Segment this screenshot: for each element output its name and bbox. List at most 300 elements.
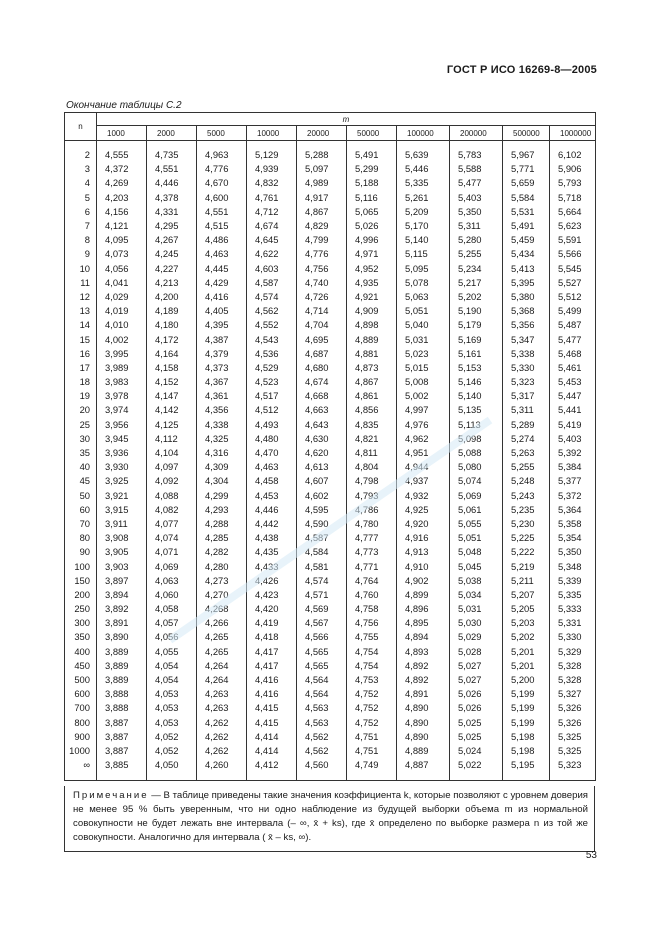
coefficient-cell: 4,426 [247, 574, 297, 588]
coefficient-cell: 5,718 [550, 191, 596, 205]
table-row [65, 659, 596, 673]
coefficient-cell: 4,894 [397, 630, 450, 644]
coefficient-cell: 5,584 [503, 191, 550, 205]
coefficient-cell: 4,622 [247, 247, 297, 261]
m-value-header: 50000 [347, 126, 397, 141]
n-value-cell: 6 [65, 205, 97, 219]
coefficient-cell: 4,227 [147, 262, 197, 276]
coefficient-cell: 4,752 [347, 701, 397, 715]
coefficient-cell: 5,140 [450, 389, 503, 403]
coefficient-cell: 3,888 [97, 701, 147, 715]
coefficient-cell: 4,899 [397, 588, 450, 602]
coefficient-cell: 5,022 [450, 758, 503, 781]
table-row [65, 545, 596, 559]
coefficient-cell: 5,639 [397, 141, 450, 163]
coefficient-cell: 4,764 [347, 574, 397, 588]
coefficient-cell: 4,989 [297, 176, 347, 190]
coefficient-cell: 4,058 [147, 602, 197, 616]
coefficient-cell: 3,887 [97, 744, 147, 758]
coefficient-cell: 5,038 [450, 574, 503, 588]
coefficient-cell: 5,026 [450, 701, 503, 715]
table-row [65, 418, 596, 432]
n-value-cell: 90 [65, 545, 97, 559]
coefficient-cell: 4,442 [247, 517, 297, 531]
coefficient-cell: 4,564 [297, 673, 347, 687]
coefficient-cell: 5,002 [397, 389, 450, 403]
coefficient-cell: 5,051 [397, 304, 450, 318]
coefficient-cell: 5,499 [550, 304, 596, 318]
coefficient-cell: 4,670 [197, 176, 247, 190]
coefficient-cell: 5,195 [503, 758, 550, 781]
coefficient-cell: 4,951 [397, 446, 450, 460]
coefficient-cell: 3,915 [97, 503, 147, 517]
coefficient-cell: 4,799 [297, 233, 347, 247]
coefficient-cell: 5,095 [397, 262, 450, 276]
coefficient-cell: 5,255 [450, 247, 503, 261]
coefficient-cell: 4,962 [397, 432, 450, 446]
coefficient-cell: 4,156 [97, 205, 147, 219]
coefficient-cell: 4,566 [297, 630, 347, 644]
n-value-cell: 70 [65, 517, 97, 531]
coefficient-cell: 4,158 [147, 361, 197, 375]
coefficient-cell: 4,976 [397, 418, 450, 432]
coefficient-cell: 4,053 [147, 716, 197, 730]
coefficient-cell: 4,420 [247, 602, 297, 616]
coefficient-cell: 4,752 [347, 687, 397, 701]
coefficient-cell: 5,219 [503, 559, 550, 573]
m-value-header: 20000 [297, 126, 347, 141]
coefficient-cell: 5,261 [397, 191, 450, 205]
coefficient-cell: 4,435 [247, 545, 297, 559]
coefficient-cell: 4,910 [397, 559, 450, 573]
note-label: Примечание [73, 790, 149, 801]
coefficient-cell: 5,413 [503, 262, 550, 276]
table-row [65, 233, 596, 247]
coefficient-cell: 4,463 [197, 247, 247, 261]
coefficient-cell: 5,129 [247, 141, 297, 163]
coefficient-cell: 5,048 [450, 545, 503, 559]
n-value-cell: 450 [65, 659, 97, 673]
coefficient-cell: 4,889 [397, 744, 450, 758]
m-value-header: 200000 [450, 126, 503, 141]
coefficient-cell: 3,956 [97, 418, 147, 432]
coefficient-cell: 4,567 [297, 616, 347, 630]
coefficient-cell: 4,265 [197, 630, 247, 644]
coefficient-cell: 4,074 [147, 531, 197, 545]
coefficient-cell: 5,461 [550, 361, 596, 375]
coefficient-cell: 5,512 [550, 290, 596, 304]
coefficient-cell: 3,995 [97, 347, 147, 361]
coefficient-cell: 4,288 [197, 517, 247, 531]
coefficient-cell: 4,856 [347, 403, 397, 417]
coefficient-cell: 3,936 [97, 446, 147, 460]
coefficient-cell: 4,010 [97, 318, 147, 332]
coefficient-cell: 4,414 [247, 730, 297, 744]
coefficient-cell: 5,545 [550, 262, 596, 276]
coefficient-cell: 4,445 [197, 262, 247, 276]
coefficient-cell: 5,198 [503, 744, 550, 758]
coefficient-cell: 4,412 [247, 758, 297, 781]
coefficient-cell: 5,115 [397, 247, 450, 261]
coefficient-cell: 5,008 [397, 375, 450, 389]
table-row [65, 141, 596, 163]
coefficient-cell: 5,591 [550, 233, 596, 247]
coefficient-cell: 5,055 [450, 517, 503, 531]
n-value-cell: 400 [65, 645, 97, 659]
coefficient-cell: 4,913 [397, 545, 450, 559]
coefficient-cell: 4,704 [297, 318, 347, 332]
coefficient-cell: 5,222 [503, 545, 550, 559]
coefficient-cell: 3,890 [97, 630, 147, 644]
coefficient-cell: 3,974 [97, 403, 147, 417]
table-row [65, 616, 596, 630]
coefficient-cell: 4,751 [347, 730, 397, 744]
coefficient-cell: 5,358 [550, 517, 596, 531]
coefficient-cell: 4,263 [197, 687, 247, 701]
coefficient-cell: 5,348 [550, 559, 596, 573]
coefficient-cell: 4,082 [147, 503, 197, 517]
coefficient-cell: 4,755 [347, 630, 397, 644]
coefficient-cell: 4,996 [347, 233, 397, 247]
coefficient-cell: 4,002 [97, 332, 147, 346]
coefficient-cell: 5,347 [503, 332, 550, 346]
coefficient-cell: 4,280 [197, 559, 247, 573]
coefficient-cell: 4,203 [97, 191, 147, 205]
coefficient-cell: 5,199 [503, 716, 550, 730]
coefficient-cell: 5,028 [450, 645, 503, 659]
coefficient-cell: 5,026 [347, 219, 397, 233]
coefficient-cell: 4,898 [347, 318, 397, 332]
coefficient-cell: 5,153 [450, 361, 503, 375]
n-column-header: n [65, 113, 97, 141]
coefficient-cell: 3,897 [97, 574, 147, 588]
coefficient-cell: 4,562 [297, 730, 347, 744]
n-value-cell: 350 [65, 630, 97, 644]
coefficient-cell: 4,265 [197, 645, 247, 659]
coefficient-cell: 4,092 [147, 474, 197, 488]
n-value-cell: 14 [65, 318, 97, 332]
coefficient-cell: 5,200 [503, 673, 550, 687]
coefficient-cell: 4,565 [297, 645, 347, 659]
coefficient-cell: 4,890 [397, 701, 450, 715]
coefficient-cell: 5,029 [450, 630, 503, 644]
table-row [65, 744, 596, 758]
coefficient-cell: 4,916 [397, 531, 450, 545]
coefficient-table [64, 112, 596, 781]
coefficient-cell: 4,645 [247, 233, 297, 247]
coefficient-cell: 5,477 [450, 176, 503, 190]
coefficient-cell: 4,056 [147, 630, 197, 644]
coefficient-cell: 5,031 [450, 602, 503, 616]
coefficient-cell: 4,415 [247, 701, 297, 715]
coefficient-cell: 5,326 [550, 716, 596, 730]
table-row [65, 290, 596, 304]
coefficient-cell: 4,052 [147, 730, 197, 744]
n-value-cell: 19 [65, 389, 97, 403]
coefficient-cell: 3,930 [97, 460, 147, 474]
coefficient-cell: 4,780 [347, 517, 397, 531]
coefficient-cell: 4,267 [147, 233, 197, 247]
coefficient-cell: 3,889 [97, 673, 147, 687]
coefficient-cell: 4,316 [197, 446, 247, 460]
coefficient-cell: 4,463 [247, 460, 297, 474]
m-value-header: 1000 [97, 126, 147, 141]
n-value-cell: 200 [65, 588, 97, 602]
coefficient-cell: 5,380 [503, 290, 550, 304]
coefficient-cell: 4,798 [347, 474, 397, 488]
coefficient-cell: 4,861 [347, 389, 397, 403]
coefficient-cell: 5,030 [450, 616, 503, 630]
coefficient-cell: 5,299 [347, 162, 397, 176]
table-row [65, 191, 596, 205]
coefficient-cell: 5,335 [550, 588, 596, 602]
coefficient-cell: 4,756 [297, 262, 347, 276]
coefficient-cell: 4,821 [347, 432, 397, 446]
coefficient-cell: 5,311 [450, 219, 503, 233]
coefficient-cell: 5,326 [550, 701, 596, 715]
coefficient-cell: 4,574 [247, 290, 297, 304]
coefficient-cell: 3,945 [97, 432, 147, 446]
coefficient-cell: 4,415 [247, 716, 297, 730]
coefficient-cell: 4,867 [347, 375, 397, 389]
table-caption: Окончание таблицы С.2 [66, 100, 182, 111]
coefficient-cell: 3,903 [97, 559, 147, 573]
coefficient-cell: 5,088 [450, 446, 503, 460]
coefficient-cell: 5,403 [450, 191, 503, 205]
coefficient-cell: 4,620 [297, 446, 347, 460]
coefficient-cell: 5,063 [397, 290, 450, 304]
coefficient-cell: 4,331 [147, 205, 197, 219]
coefficient-cell: 5,338 [503, 347, 550, 361]
table-row [65, 304, 596, 318]
coefficient-cell: 5,392 [550, 446, 596, 460]
coefficient-cell: 5,080 [450, 460, 503, 474]
coefficient-cell: 4,416 [247, 687, 297, 701]
coefficient-cell: 5,289 [503, 418, 550, 432]
coefficient-cell: 4,356 [197, 403, 247, 417]
coefficient-cell: 4,896 [397, 602, 450, 616]
n-value-cell: 1000 [65, 744, 97, 758]
n-value-cell: 250 [65, 602, 97, 616]
coefficient-cell: 4,417 [247, 645, 297, 659]
coefficient-cell: 4,562 [297, 744, 347, 758]
coefficient-cell: 5,395 [503, 276, 550, 290]
m-values-header-row [65, 126, 596, 141]
coefficient-cell: 4,515 [197, 219, 247, 233]
coefficient-cell: 4,264 [197, 659, 247, 673]
n-value-cell: 25 [65, 418, 97, 432]
coefficient-cell: 5,034 [450, 588, 503, 602]
m-column-header: m [97, 113, 596, 126]
coefficient-cell: 4,361 [197, 389, 247, 403]
coefficient-cell: 5,116 [347, 191, 397, 205]
coefficient-cell: 4,493 [247, 418, 297, 432]
table-row [65, 701, 596, 715]
coefficient-cell: 5,146 [450, 375, 503, 389]
coefficient-cell: 5,045 [450, 559, 503, 573]
coefficient-cell: 4,751 [347, 744, 397, 758]
coefficient-cell: 4,832 [247, 176, 297, 190]
coefficient-cell: 4,574 [297, 574, 347, 588]
coefficient-cell: 5,031 [397, 332, 450, 346]
m-value-header: 10000 [247, 126, 297, 141]
coefficient-cell: 4,771 [347, 559, 397, 573]
coefficient-cell: 5,328 [550, 673, 596, 687]
coefficient-cell: 4,529 [247, 361, 297, 375]
table-header-row [65, 113, 596, 126]
coefficient-cell: 5,202 [450, 290, 503, 304]
coefficient-cell: 5,069 [450, 489, 503, 503]
coefficient-cell: 5,330 [503, 361, 550, 375]
coefficient-cell: 5,468 [550, 347, 596, 361]
coefficient-cell: 5,446 [397, 162, 450, 176]
coefficient-cell: 4,309 [197, 460, 247, 474]
coefficient-cell: 4,754 [347, 659, 397, 673]
coefficient-cell: 4,889 [347, 332, 397, 346]
coefficient-cell: 6,102 [550, 141, 596, 163]
coefficient-cell: 5,161 [450, 347, 503, 361]
n-value-cell: 30 [65, 432, 97, 446]
coefficient-cell: 5,040 [397, 318, 450, 332]
coefficient-cell: 4,262 [197, 716, 247, 730]
coefficient-cell: 5,317 [503, 389, 550, 403]
table-row [65, 347, 596, 361]
n-value-cell: 15 [65, 332, 97, 346]
coefficient-cell: 4,029 [97, 290, 147, 304]
coefficient-cell: 5,330 [550, 630, 596, 644]
coefficient-cell: 5,354 [550, 531, 596, 545]
coefficient-cell: 4,438 [247, 531, 297, 545]
coefficient-cell: 5,023 [397, 347, 450, 361]
coefficient-cell: 4,892 [397, 659, 450, 673]
coefficient-cell: 5,235 [503, 503, 550, 517]
coefficient-cell: 4,147 [147, 389, 197, 403]
coefficient-cell: 5,207 [503, 588, 550, 602]
page-number: 53 [585, 850, 597, 861]
coefficient-cell: 4,019 [97, 304, 147, 318]
coefficient-cell: 4,712 [247, 205, 297, 219]
n-value-cell: 800 [65, 716, 97, 730]
coefficient-cell: 4,053 [147, 701, 197, 715]
coefficient-cell: 4,416 [247, 673, 297, 687]
coefficient-cell: 5,211 [503, 574, 550, 588]
n-value-cell: 17 [65, 361, 97, 375]
coefficient-cell: 4,052 [147, 744, 197, 758]
coefficient-cell: 4,873 [347, 361, 397, 375]
table-row [65, 474, 596, 488]
coefficient-cell: 5,205 [503, 602, 550, 616]
n-value-cell: 500 [65, 673, 97, 687]
coefficient-cell: 5,026 [450, 687, 503, 701]
coefficient-cell: 4,551 [147, 162, 197, 176]
coefficient-cell: 4,262 [197, 744, 247, 758]
coefficient-cell: 4,264 [197, 673, 247, 687]
coefficient-cell: 4,536 [247, 347, 297, 361]
coefficient-cell: 5,025 [450, 730, 503, 744]
table-row [65, 318, 596, 332]
coefficient-cell: 5,027 [450, 673, 503, 687]
coefficient-cell: 5,024 [450, 744, 503, 758]
coefficient-cell: 4,581 [297, 559, 347, 573]
coefficient-cell: 4,793 [347, 489, 397, 503]
coefficient-cell: 4,630 [297, 432, 347, 446]
coefficient-cell: 4,761 [247, 191, 297, 205]
coefficient-cell: 5,487 [550, 318, 596, 332]
coefficient-cell: 3,989 [97, 361, 147, 375]
coefficient-cell: 5,078 [397, 276, 450, 290]
coefficient-cell: 4,890 [397, 716, 450, 730]
coefficient-cell: 4,054 [147, 659, 197, 673]
coefficient-cell: 5,783 [450, 141, 503, 163]
coefficient-cell: 4,073 [97, 247, 147, 261]
coefficient-cell: 4,180 [147, 318, 197, 332]
coefficient-cell: 5,311 [503, 403, 550, 417]
coefficient-cell: 4,088 [147, 489, 197, 503]
coefficient-cell: 4,512 [247, 403, 297, 417]
coefficient-cell: 4,104 [147, 446, 197, 460]
coefficient-cell: 4,543 [247, 332, 297, 346]
n-value-cell: 12 [65, 290, 97, 304]
coefficient-cell: 4,295 [147, 219, 197, 233]
note-text: — В таблице приведены такие значения коэффициента k, которые позволяют с уровнем доверия не менее 95 % быть уверенным, что ни одно наблюдение из будущей выборки объема m из нормальной совокупности не будет лежать вне интервала (– ∞, x̄ + ks), где x̄ определено по выборке размера n из той же совокупности. Аналогично для интервала ( x̄ – ks, ∞). [73, 790, 588, 843]
coefficient-cell: 4,446 [147, 176, 197, 190]
coefficient-cell: 4,663 [297, 403, 347, 417]
coefficient-cell: 5,329 [550, 645, 596, 659]
coefficient-cell: 5,491 [503, 219, 550, 233]
coefficient-cell: 5,419 [550, 418, 596, 432]
coefficient-cell: 5,459 [503, 233, 550, 247]
coefficient-cell: 4,446 [247, 503, 297, 517]
coefficient-cell: 4,753 [347, 673, 397, 687]
coefficient-cell: 5,331 [550, 616, 596, 630]
coefficient-cell: 5,477 [550, 332, 596, 346]
n-value-cell: 4 [65, 176, 97, 190]
coefficient-cell: 4,773 [347, 545, 397, 559]
coefficient-cell: 4,338 [197, 418, 247, 432]
coefficient-cell: 4,419 [247, 616, 297, 630]
coefficient-cell: 3,892 [97, 602, 147, 616]
coefficient-cell: 4,584 [297, 545, 347, 559]
coefficient-cell: 4,293 [197, 503, 247, 517]
coefficient-cell: 5,061 [450, 503, 503, 517]
coefficient-cell: 3,908 [97, 531, 147, 545]
coefficient-cell: 4,997 [397, 403, 450, 417]
coefficient-cell: 5,217 [450, 276, 503, 290]
coefficient-cell: 4,372 [97, 162, 147, 176]
coefficient-cell: 4,125 [147, 418, 197, 432]
coefficient-cell: 5,051 [450, 531, 503, 545]
coefficient-cell: 5,098 [450, 432, 503, 446]
n-value-cell: 16 [65, 347, 97, 361]
n-value-cell: 50 [65, 489, 97, 503]
table-row [65, 403, 596, 417]
coefficient-cell: 4,939 [247, 162, 297, 176]
table-row [65, 375, 596, 389]
n-value-cell: 80 [65, 531, 97, 545]
table-row [65, 219, 596, 233]
coefficient-cell: 4,921 [347, 290, 397, 304]
coefficient-cell: 5,771 [503, 162, 550, 176]
coefficient-cell: 5,441 [550, 403, 596, 417]
table-row [65, 262, 596, 276]
n-value-cell: ∞ [65, 758, 97, 781]
coefficient-cell: 4,164 [147, 347, 197, 361]
coefficient-cell: 4,416 [197, 290, 247, 304]
coefficient-cell: 5,327 [550, 687, 596, 701]
coefficient-cell: 4,273 [197, 574, 247, 588]
coefficient-cell: 4,097 [147, 460, 197, 474]
coefficient-cell: 5,230 [503, 517, 550, 531]
